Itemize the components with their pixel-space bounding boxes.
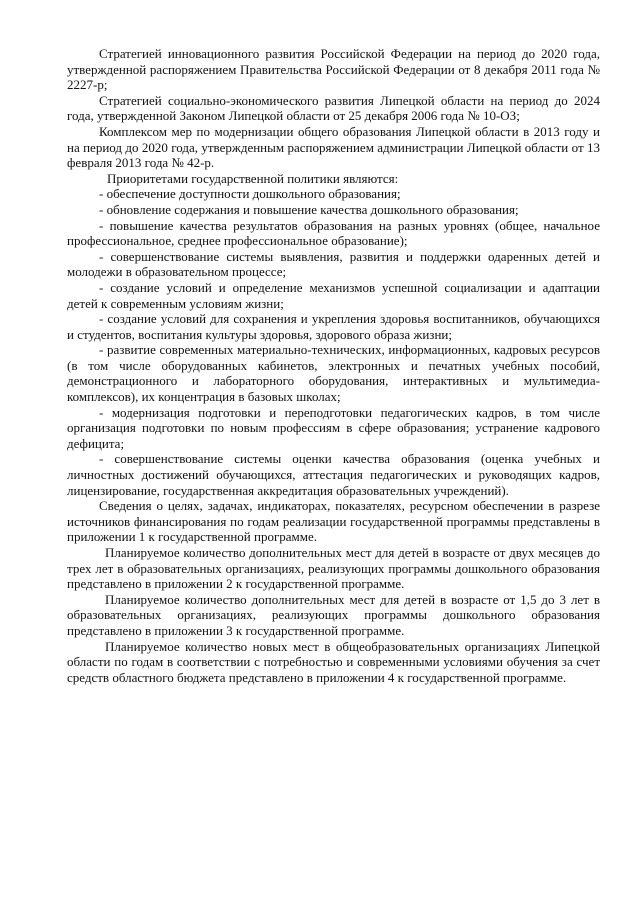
paragraph-modernization-complex: Комплексом мер по модернизации общего образования Липецкой области в 2013 году и на период до 2020 года, утвержденным распоряжением администрации Липецкой области от 13 февраля 2013 года № 42-р. [67,123,600,171]
priority-item: - повышение качества результатов образования на разных уровнях (общее, начальное профессиональное, среднее профессиональное образование); [67,217,600,249]
paragraph-strategy-lipetsk: Стратегией социально-экономического развития Липецкой области на период до 2024 года, утвержденной Законом Липецкой области от 25 декабря 2006 года № 10-ОЗ; [67,92,600,124]
paragraph-planned-15-3years: Планируемое количество дополнительных мест для детей в возрасте от 1,5 до 3 лет в образовательных организациях, реализующих программы дошкольного образования представлено в приложении 3 к государственной программе. [67,591,600,638]
priority-item: - обеспечение доступности дошкольного образования; [99,186,401,202]
paragraph-info-goals: Сведения о целях, задачах, индикаторах, показателях, ресурсном обеспечении в разрезе источников финансирования по годам реализации государственной программы представлены в приложении 1 к государственной программе. [67,498,600,545]
paragraph-planned-new-places: Планируемое количество новых мест в общеобразовательных организациях Липецкой области по годам в соответствии с потребностью и современными условиями обучения за счет средств областного бюджета представлено в приложении 4 к государственной программе. [67,638,600,685]
priority-item: - создание условий для сохранения и укрепления здоровья воспитанников, обучающихся и студентов, воспитания культуры здоровья, здорового образа жизни; [67,311,600,342]
priority-item: - создание условий и определение механизмов успешной социализации и адаптации детей к современным условиям жизни; [67,279,600,311]
priority-item: - совершенствование системы оценки качества образования (оценка учебных и личностных достижений обучающихся, аттестация педагогических и руководящих кадров, лицензирование, государственная аккредитация образовательных учреждений). [67,451,600,498]
paragraph-planned-2months-3years: Планируемое количество дополнительных мест для детей в возрасте от двух месяцев до трех лет в образовательных организациях, реализующих программы дошкольного образования представлено в приложении 2 к государственной программе. [67,545,600,592]
priorities-heading: Приоритетами государственной политики являются: [107,170,399,186]
priority-item: - развитие современных материально-технических, информационных, кадровых ресурсов (в том числе оборудованных кабинетов, электронных и печатных учебных пособий, демонстрационного и лабораторного оборудования, интерактивных и мультимедиа-комплексов), их концентрация в базовых школах; [67,342,600,405]
document-body [67,46,600,685]
priority-item: - модернизация подготовки и переподготовки педагогических кадров, в том числе организация подготовки по новым профессиям в сфере образования; устранение кадрового дефицита; [67,404,600,451]
priority-item: - совершенствование системы выявления, развития и поддержки одаренных детей и молодежи в образовательном процессе; [67,248,600,280]
priority-item: - обновление содержания и повышение качества дошкольного образования; [99,201,519,217]
paragraph-strategy-innovation: Стратегией инновационного развития Российской Федерации на период до 2020 года, утвержденной распоряжением Правительства Российской Федерации от 8 декабря 2011 года № 2227-р; [67,46,600,93]
